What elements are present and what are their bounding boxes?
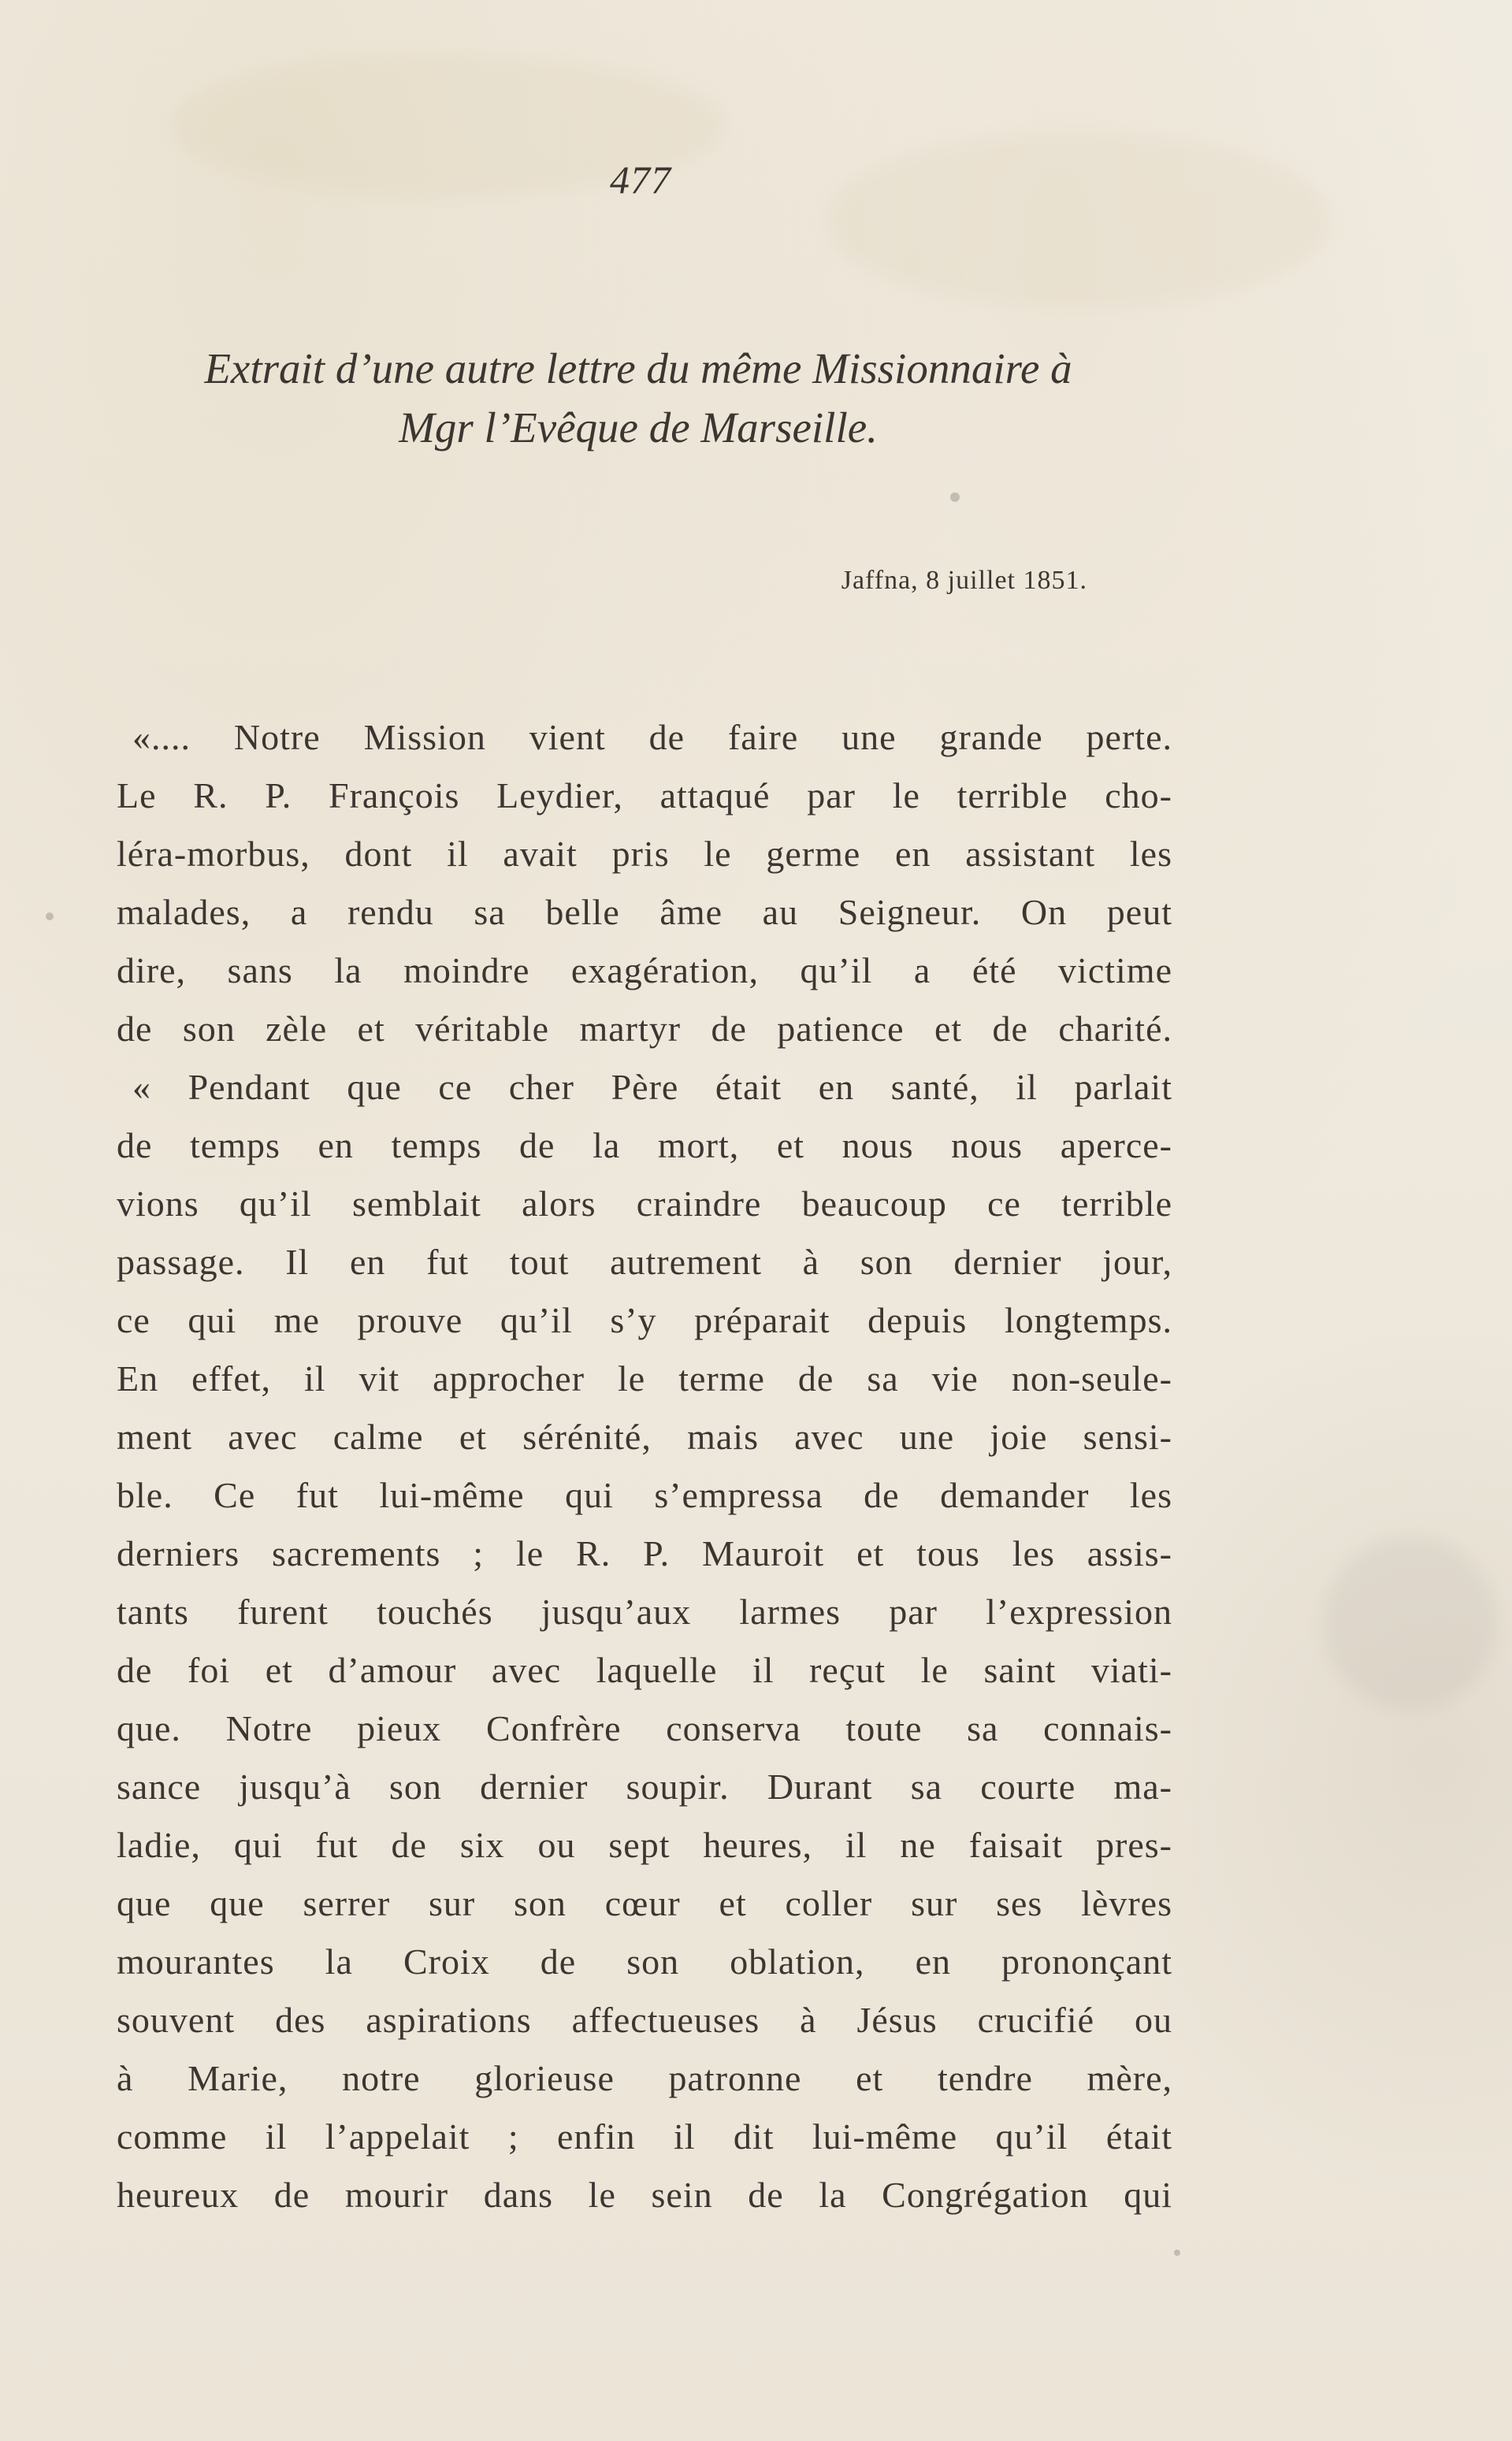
body-line: à Marie, notre glorieuse patronne et tendre mère, [117,2058,1172,2098]
body-line: En effet, il vit approcher le terme de sa vie non-seule- [117,1358,1172,1399]
body-line: de son zèle et véritable martyr de patience et de charité. [117,1009,1172,1049]
body-line: Le R. P. François Leydier, attaqué par le terrible cho- [117,775,1172,816]
body-line: que. Notre pieux Confrère conserva toute sa connais- [117,1708,1172,1748]
body-line: ble. Ce fut lui-même qui s’empressa de demander les [117,1475,1172,1515]
letter-date: Jaffna, 8 juillet 1851. [841,566,1087,595]
body-line: que que serrer sur son cœur et coller sur ses lèvres [117,1883,1172,1923]
paper-speck [950,492,960,502]
page-number: 477 [610,158,671,202]
body-line: léra-morbus, dont il avait pris le germe en assistant les [117,834,1172,874]
body-line: mourantes la Croix de son oblation, en prononçant [117,1941,1172,1982]
body-line: de foi et d’amour avec laquelle il reçut le saint viati- [117,1650,1172,1690]
body-line: ladie, qui fut de six ou sept heures, il ne faisait pres- [117,1825,1172,1865]
body-line: dire, sans la moindre exagération, qu’il a été victime [117,950,1172,990]
paper-stain [1324,1536,1497,1710]
body-line: malades, a rendu sa belle âme au Seigneur. On peut [117,892,1172,932]
body-line: comme il l’appelait ; enfin il dit lui-même qu’il était [117,2116,1172,2157]
body-line: sance jusqu’à son dernier soupir. Durant sa courte ma- [117,1767,1172,1807]
paper-speck [1174,2250,1180,2256]
paper-speck [46,912,54,920]
body-line: passage. Il en fut tout autrement à son dernier jour, [117,1242,1172,1282]
title-line-1: Extrait d’une autre lettre du même Missionnaire à [204,344,1072,392]
body-line: heureux de mourir dans le sein de la Congrégation qui [117,2175,1172,2215]
body-line: tants furent touchés jusqu’aux larmes par l’expression [117,1592,1172,1632]
body-line: ce qui me prouve qu’il s’y préparait depuis longtemps. [117,1300,1172,1340]
body-line: derniers sacrements ; le R. P. Mauroit et tous les assis- [117,1533,1172,1573]
body-line: de temps en temps de la mort, et nous nous aperce- [117,1125,1172,1165]
paper-stain [827,134,1332,307]
title-line-2: Mgr l’Evêque de Marseille. [399,403,878,451]
body-line: ment avec calme et sérénité, mais avec une joie sensi- [117,1417,1172,1457]
body-line: vions qu’il semblait alors craindre beaucoup ce terrible [117,1183,1172,1224]
body-line: «.... Notre Mission vient de faire une grande perte. [132,717,1172,757]
letter-title [110,339,1166,457]
body-line: « Pendant que ce cher Père était en santé, il parlait [132,1067,1172,1107]
letter-body [117,708,1172,2224]
body-line: souvent des aspirations affectueuses à Jésus crucifié ou [117,2000,1172,2040]
